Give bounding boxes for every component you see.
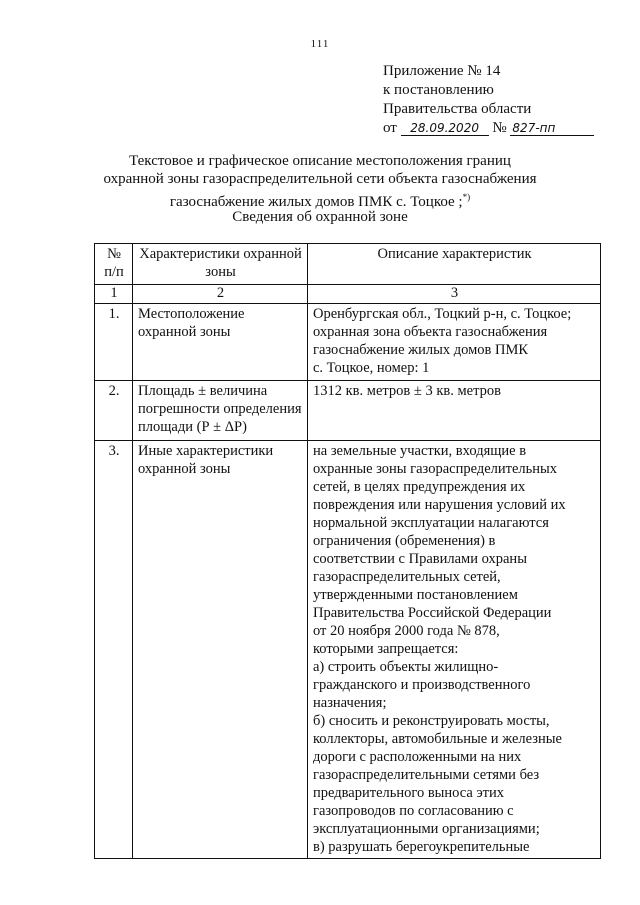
description-line: охранные зоны газораспределительных — [313, 461, 558, 477]
description-line: газораспределительными сетями без — [313, 767, 540, 783]
document-title — [80, 152, 560, 211]
description-line: эксплуатационными организациями; — [313, 821, 540, 837]
page-number: 111 — [310, 38, 330, 50]
appendix-date-line — [383, 119, 594, 138]
description-line: сетей, в целях предупреждения их — [313, 479, 526, 495]
description-line: назначения; — [313, 695, 387, 711]
header-characteristic: Характеристики охранной зоны — [133, 244, 308, 285]
column-number-1: 1 — [95, 285, 133, 304]
column-number-row — [95, 285, 601, 304]
table-row — [95, 381, 601, 441]
row-characteristic: Местоположение охранной зоны — [133, 304, 308, 381]
description-line: б) сносить и реконструировать мосты, — [313, 713, 550, 729]
row-description — [308, 304, 601, 381]
handwritten-number: 827-пп — [510, 121, 594, 136]
title-line-3-text: газоснабжение жилых домов ПМК с. Тоцкое ; — [169, 194, 463, 210]
description-line: предварительного выноса этих — [313, 785, 505, 801]
row-description — [308, 381, 601, 441]
description-line: повреждения или нарушения условий их — [313, 497, 566, 513]
appendix-resolution-label: к постановлению — [383, 82, 494, 98]
header-description: Описание характеристик — [308, 244, 601, 285]
column-number-3: 3 — [308, 285, 601, 304]
row-number: 1. — [95, 304, 133, 381]
description-line: гражданского и производственного — [313, 677, 531, 693]
description-line: коллекторы, автомобильные и железные — [313, 731, 562, 747]
description-line: с. Тоцкое, номер: 1 — [313, 360, 430, 376]
description-line: 1312 кв. метров ± 3 кв. метров — [313, 383, 501, 399]
row-description — [308, 441, 601, 859]
handwritten-date: 28.09.2020 — [401, 121, 489, 136]
description-line: Правительства Российской Федерации — [313, 605, 552, 621]
table-row — [95, 304, 601, 381]
from-label: от — [383, 120, 397, 136]
description-line: ограничения (обременения) в — [313, 533, 496, 549]
description-line: охранная зона объекта газоснабжения — [313, 324, 548, 340]
description-line: Оренбургская обл., Тоцкий р-н, с. Тоцкое; — [313, 306, 572, 322]
title-line-1: Текстовое и графическое описание местоположения границ — [129, 153, 511, 169]
title-line-2: охранной зоны газораспределительной сети объекта газоснабжения — [103, 171, 537, 187]
description-line: в) разрушать берегоукрепительные — [313, 839, 530, 855]
description-line: от 20 ноября 2000 года № 878, — [313, 623, 500, 639]
appendix-header — [383, 62, 594, 138]
description-line: утвержденными постановлением — [313, 587, 518, 603]
number-label: № — [492, 120, 507, 136]
appendix-government-label: Правительства области — [383, 101, 532, 117]
zone-info-table — [94, 243, 601, 859]
footnote-mark: *) — [462, 192, 471, 202]
column-number-2: 2 — [133, 285, 308, 304]
description-line: газоснабжение жилых домов ПМК — [313, 342, 529, 358]
row-number: 2. — [95, 381, 133, 441]
description-line: дороги с расположенными на них — [313, 749, 522, 765]
section-subtitle: Сведения об охранной зоне — [232, 209, 408, 225]
table-row — [95, 441, 601, 859]
description-line: а) строить объекты жилищно- — [313, 659, 499, 675]
header-number: № п/п — [95, 244, 133, 285]
description-line: газораспределительных сетей, — [313, 569, 501, 585]
description-line: газопроводов по согласованию с — [313, 803, 514, 819]
description-line: соответствии с Правилами охраны — [313, 551, 527, 567]
table-header-row — [95, 244, 601, 285]
row-number: 3. — [95, 441, 133, 859]
row-characteristic: Иные характеристики охранной зоны — [133, 441, 308, 859]
title-line-3 — [80, 188, 560, 211]
description-line: нормальной эксплуатации налагаются — [313, 515, 549, 531]
row-characteristic: Площадь ± величина погрешности определения площади (Р ± ΔР) — [133, 381, 308, 441]
description-line: на земельные участки, входящие в — [313, 443, 527, 459]
appendix-title: Приложение № 14 — [383, 63, 501, 79]
description-line: которыми запрещается: — [313, 641, 459, 657]
